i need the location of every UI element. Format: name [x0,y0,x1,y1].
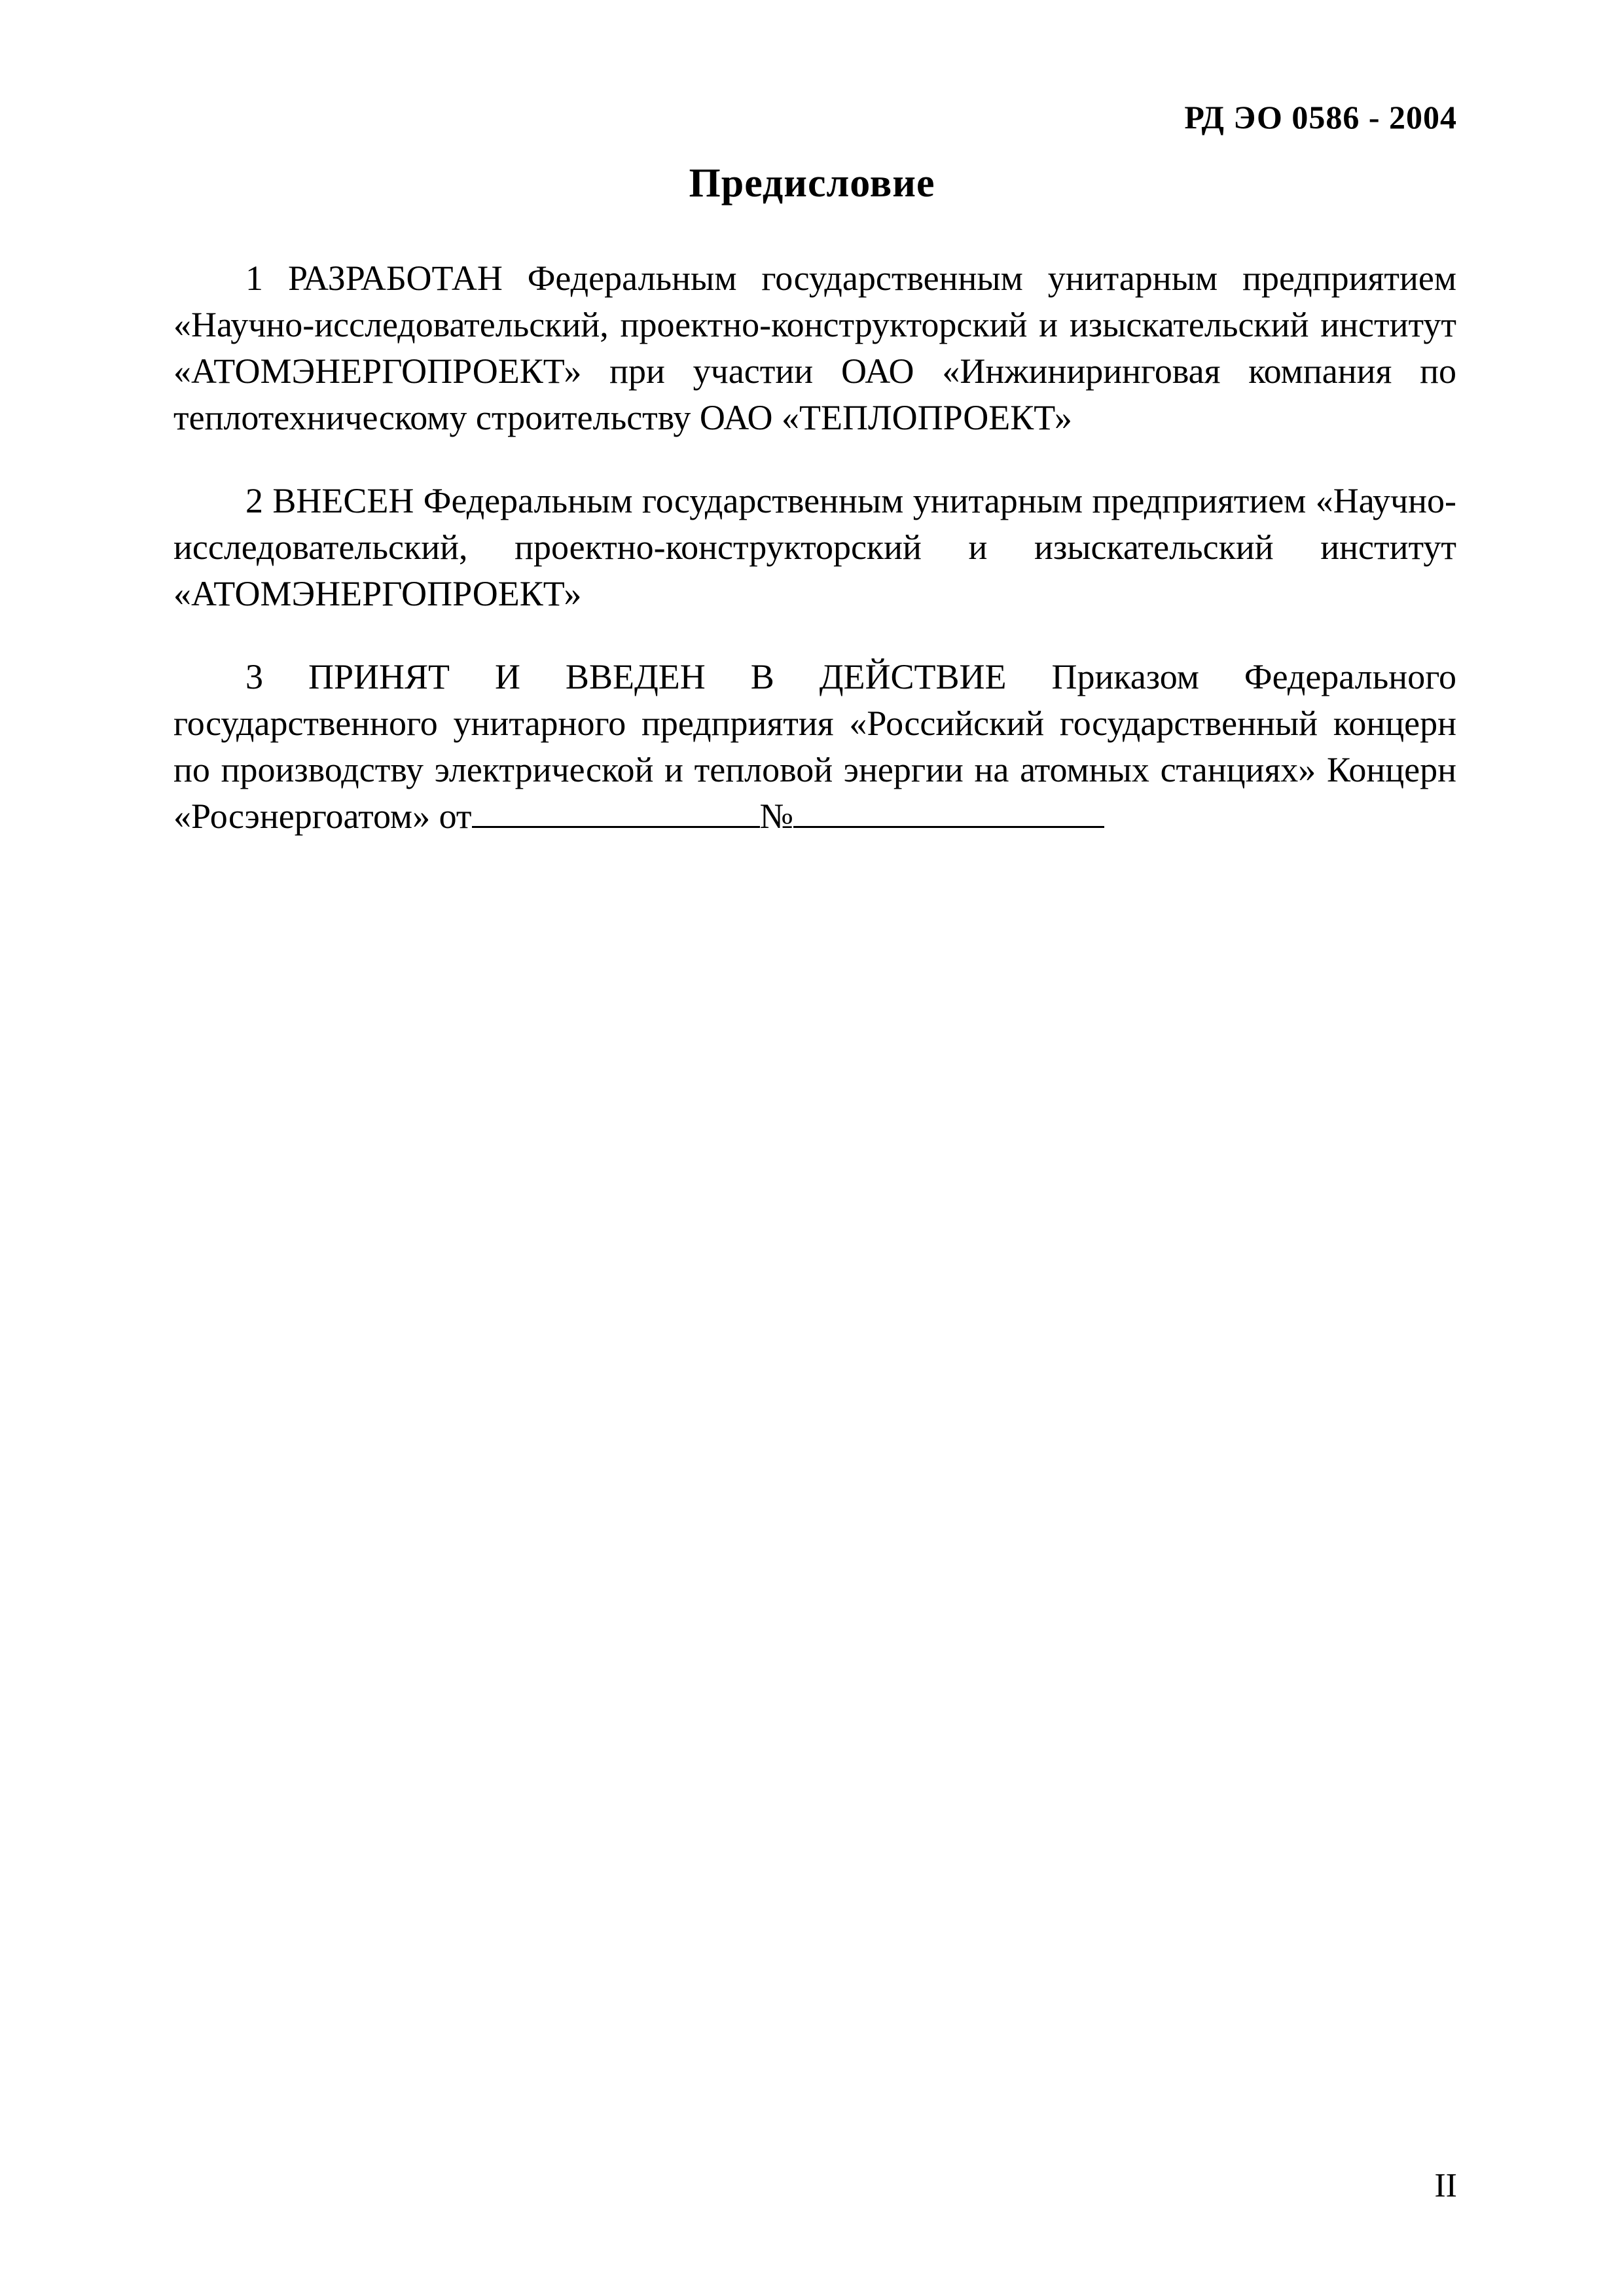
item-number: 3 [245,657,263,696]
page-title: Предисловие [689,161,935,206]
item-number: 1 [245,259,263,298]
page-number: II [1434,2167,1457,2204]
order-number-blank-line [793,793,1104,828]
date-blank-line [472,793,760,828]
item-keyword: ПРИНЯТ И ВВЕДЕН В ДЕЙСТВИЕ [308,657,1007,696]
foreword-item-1 [173,255,1456,441]
item-keyword: РАЗРАБОТАН [287,259,503,298]
foreword-item-2 [173,478,1456,617]
document-code: РД ЭО 0586 - 2004 [1184,99,1457,135]
foreword-item-3 [173,654,1456,840]
item-text: Приказом Федерального государственного унитарного предприятия «Российский государственный концерн по производству электрической и тепловой энергии на атомных станциях» Концерн «Росэнергоатом» от [173,657,1457,836]
number-sign: № [759,797,794,836]
item-text: Федеральным государственным унитарным предприятием «Научно-исследовательский, проектно-конструкторский и изыскательский институт «АТОМЭНЕРГОПРОЕКТ» при участии ОАО «Инжиниринговая компания по теплотехническому строительству ОАО «ТЕПЛОПРОЕКТ» [173,259,1456,437]
foreword-body [173,255,1456,876]
item-text: Федеральным государственным унитарным предприятием «Научно-исследовательский, проектно-конструкторский и изыскательский институт «АТОМЭНЕРГОПРОЕКТ» [173,481,1456,613]
item-number: 2 [245,481,263,520]
item-keyword: ВНЕСЕН [272,481,414,520]
